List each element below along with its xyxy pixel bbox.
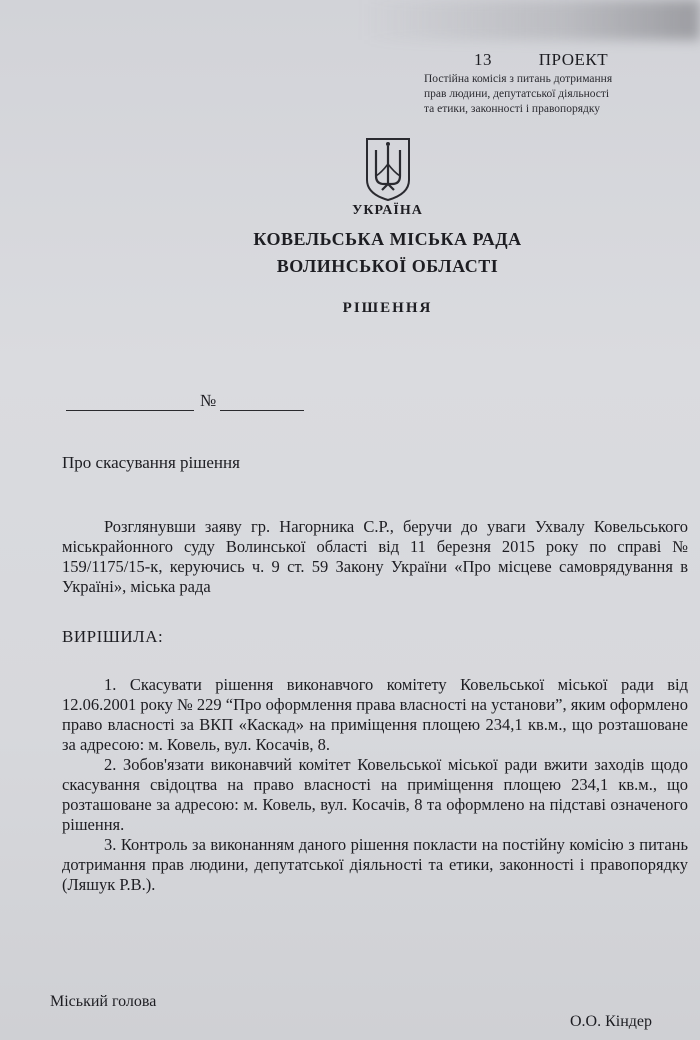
header-block [424,50,694,117]
commission-line: Постійна комісія з питань дотримання [424,73,613,85]
signer-name: О.О. Кіндер [570,1013,653,1030]
resolved-heading: ВИРІШИЛА: [62,627,164,646]
commission-note [424,72,694,117]
date-number-line [66,391,304,411]
resolution-item: 1. Скасувати рішення виконавчого комітету Ковельської міської ради від 12.06.2001 року № 229 “Про оформлення права власності на установи”, яким оформлено право власності за ВКП «Каскад» на приміщення площею 234,1 кв.м., що розташоване за адресою: м. Ковель, вул. Косачів, 8. [62,675,688,754]
commission-line: прав людини, депутатської діяльності [424,88,610,100]
resolution-item: 3. Контроль за виконанням даного рішення покласти на постійну комісію з питань дотримання прав людини, депутатської діяльності та етики, законності і правопорядку (Ляшук Р.В.). [62,835,688,894]
council-title-line2: ВОЛИНСЬКОЇ ОБЛАСТІ [276,256,499,276]
signer-position: Міський голова [50,993,157,1010]
subject-line: Про скасування рішення [62,453,240,472]
preamble-paragraph: Розглянувши заяву гр. Нагорника С.Р., беручи до уваги Ухвалу Ковельського міськрайонного суду Волинської області від 11 березня 2015 року по справі № 159/1175/15-к, керуючись ч. 9 ст. 59 Закону України «Про місцеве самоврядування в Україні», міська рада [62,517,688,596]
date-blank [66,392,194,411]
photo-shadow [360,0,700,40]
page-number: 13 [474,50,492,69]
project-label: ПРОЕКТ [538,50,609,69]
number-sign: № [200,391,217,410]
resolution-items [62,675,688,895]
commission-line: та етики, законності і правопорядку [424,103,601,115]
document-type: РІШЕННЯ [342,300,433,316]
trident-coat-of-arms-icon [364,136,412,202]
resolution-item: 2. Зобов'язати виконавчий комітет Ковельської міської ради вжити заходів щодо скасування свідоцтва на право власності на приміщення площею 234,1 кв.м., що розташоване за адресою: м. Ковель, вул. Косачів, 8 та оформлено на підставі означеного рішення. [62,755,688,834]
country-title: УКРАЇНА [352,203,423,218]
number-blank [220,392,304,411]
council-title-line1: КОВЕЛЬСЬКА МІСЬКА РАДА [253,229,522,249]
